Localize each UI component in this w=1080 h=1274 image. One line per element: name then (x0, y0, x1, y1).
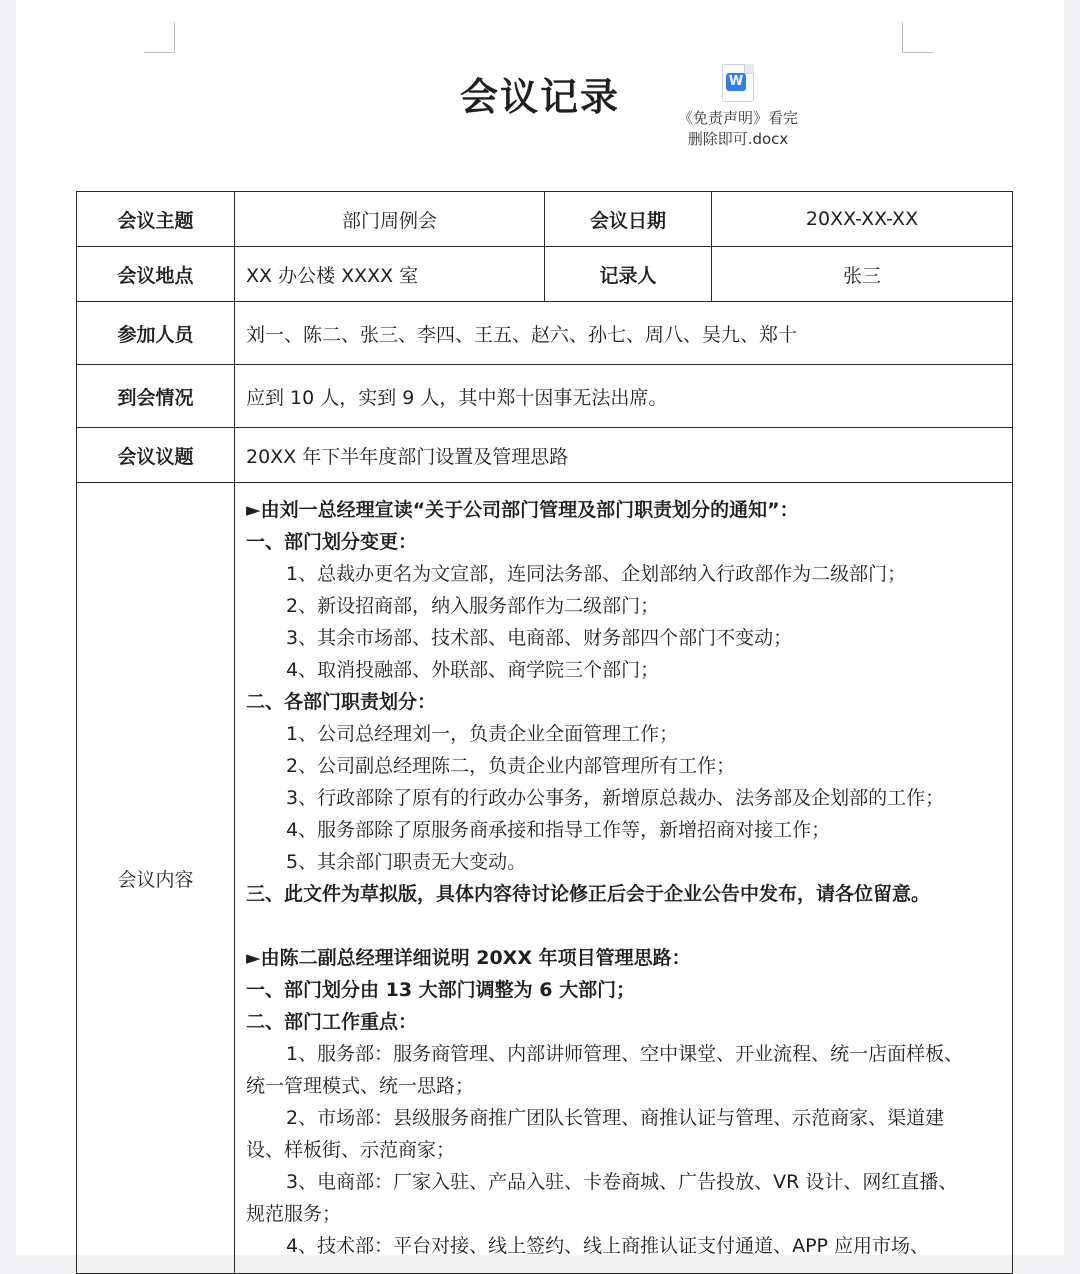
place-label: 会议地点 (77, 247, 235, 302)
attachment-filename-line1: 《免责声明》看完 (677, 109, 798, 127)
participants-label: 参加人员 (77, 302, 235, 365)
attachment-filename[interactable] (664, 108, 812, 150)
content-line: 1、总裁办更名为文宣部，连同法务部、企划部纳入行政部作为二级部门； (286, 563, 907, 585)
attachment[interactable] (664, 64, 812, 150)
word-badge: W (726, 73, 746, 91)
content-line: 一、部门划分由 13 大部门调整为 6 大部门； (246, 979, 636, 1001)
content-line: 1、服务部：服务商管理、内部讲师管理、空中课堂、开业流程、统一店面样板、 (286, 1043, 964, 1065)
table-row (77, 365, 1013, 428)
content-line (246, 910, 1001, 942)
content-line: 1、公司总经理刘一，负责企业全面管理工作； (286, 723, 679, 745)
content-line: 二、部门工作重点： (246, 1011, 418, 1033)
content-line: 统一管理模式、统一思路； (246, 1075, 475, 1097)
content-line: 三、此文件为草拟版，具体内容待讨论修正后会于企业公告中发布，请各位留意。 (246, 883, 931, 905)
table-row (77, 192, 1013, 247)
content-line: 4、服务部除了原服务商承接和指导工作等，新增招商对接工作； (286, 819, 831, 841)
content-line: 一、部门划分变更： (246, 531, 418, 553)
place-value: XX 办公楼 XXXX 室 (235, 247, 545, 302)
agenda-label: 会议议题 (77, 428, 235, 483)
content-line: 4、取消投融部、外联部、商学院三个部门； (286, 659, 660, 681)
table-row (77, 483, 1013, 1274)
content-line: 设、样板街、示范商家； (246, 1139, 456, 1161)
content-line: 规范服务； (246, 1203, 342, 1225)
crop-mark-top-left (144, 22, 175, 53)
document-title: 会议记录 (459, 75, 620, 119)
recorder-label: 记录人 (545, 247, 712, 302)
table-row (77, 428, 1013, 483)
crop-mark-top-right (902, 22, 933, 53)
content-line: 3、行政部除了原有的行政办公事务，新增原总裁办、法务部及企划部的工作； (286, 787, 945, 809)
recorder-value: 张三 (712, 247, 1013, 302)
content-label: 会议内容 (77, 483, 235, 1274)
topic-value: 部门周例会 (235, 192, 545, 247)
date-label: 会议日期 (545, 192, 712, 247)
participants-value: 刘一、陈二、张三、李四、王五、赵六、孙七、周八、吴九、郑十 (235, 302, 1013, 365)
date-value: 20XX-XX-XX (712, 192, 1013, 247)
content-line: 3、电商部：厂家入驻、产品入驻、卡卷商城、广告投放、VR 设计、网红直播、 (286, 1171, 958, 1193)
word-doc-icon[interactable] (722, 64, 754, 102)
content-line: 2、新设招商部，纳入服务部作为二级部门； (286, 595, 660, 617)
content-body (235, 483, 1013, 1274)
topic-label: 会议主题 (77, 192, 235, 247)
attendance-value: 应到 10 人，实到 9 人，其中郑十因事无法出席。 (235, 365, 1013, 428)
table-row (77, 247, 1013, 302)
attachment-filename-line2: 删除即可.docx (687, 130, 789, 148)
content-line: 2、公司副总经理陈二，负责企业内部管理所有工作； (286, 755, 736, 777)
content-line: 2、市场部：县级服务商推广团队长管理、商推认证与管理、示范商家、渠道建 (286, 1107, 945, 1129)
agenda-value: 20XX 年下半年度部门设置及管理思路 (235, 428, 1013, 483)
table-row (77, 302, 1013, 365)
content-line: 5、其余部门职责无大变动。 (286, 851, 527, 873)
attendance-label: 到会情况 (77, 365, 235, 428)
content-line: 二、各部门职责划分： (246, 691, 437, 713)
content-line: 3、其余市场部、技术部、电商部、财务部四个部门不变动； (286, 627, 793, 649)
page-fold (744, 64, 754, 74)
meeting-record-table (76, 191, 1013, 1274)
content-line: ►由陈二副总经理详细说明 20XX 年项目管理思路： (246, 947, 691, 969)
content-line: 4、技术部：平台对接、线上签约、线上商推认证支付通道、APP 应用市场、 (286, 1235, 930, 1257)
content-line: ►由刘一总经理宣读“关于公司部门管理及部门职责划分的通知”： (246, 499, 799, 521)
